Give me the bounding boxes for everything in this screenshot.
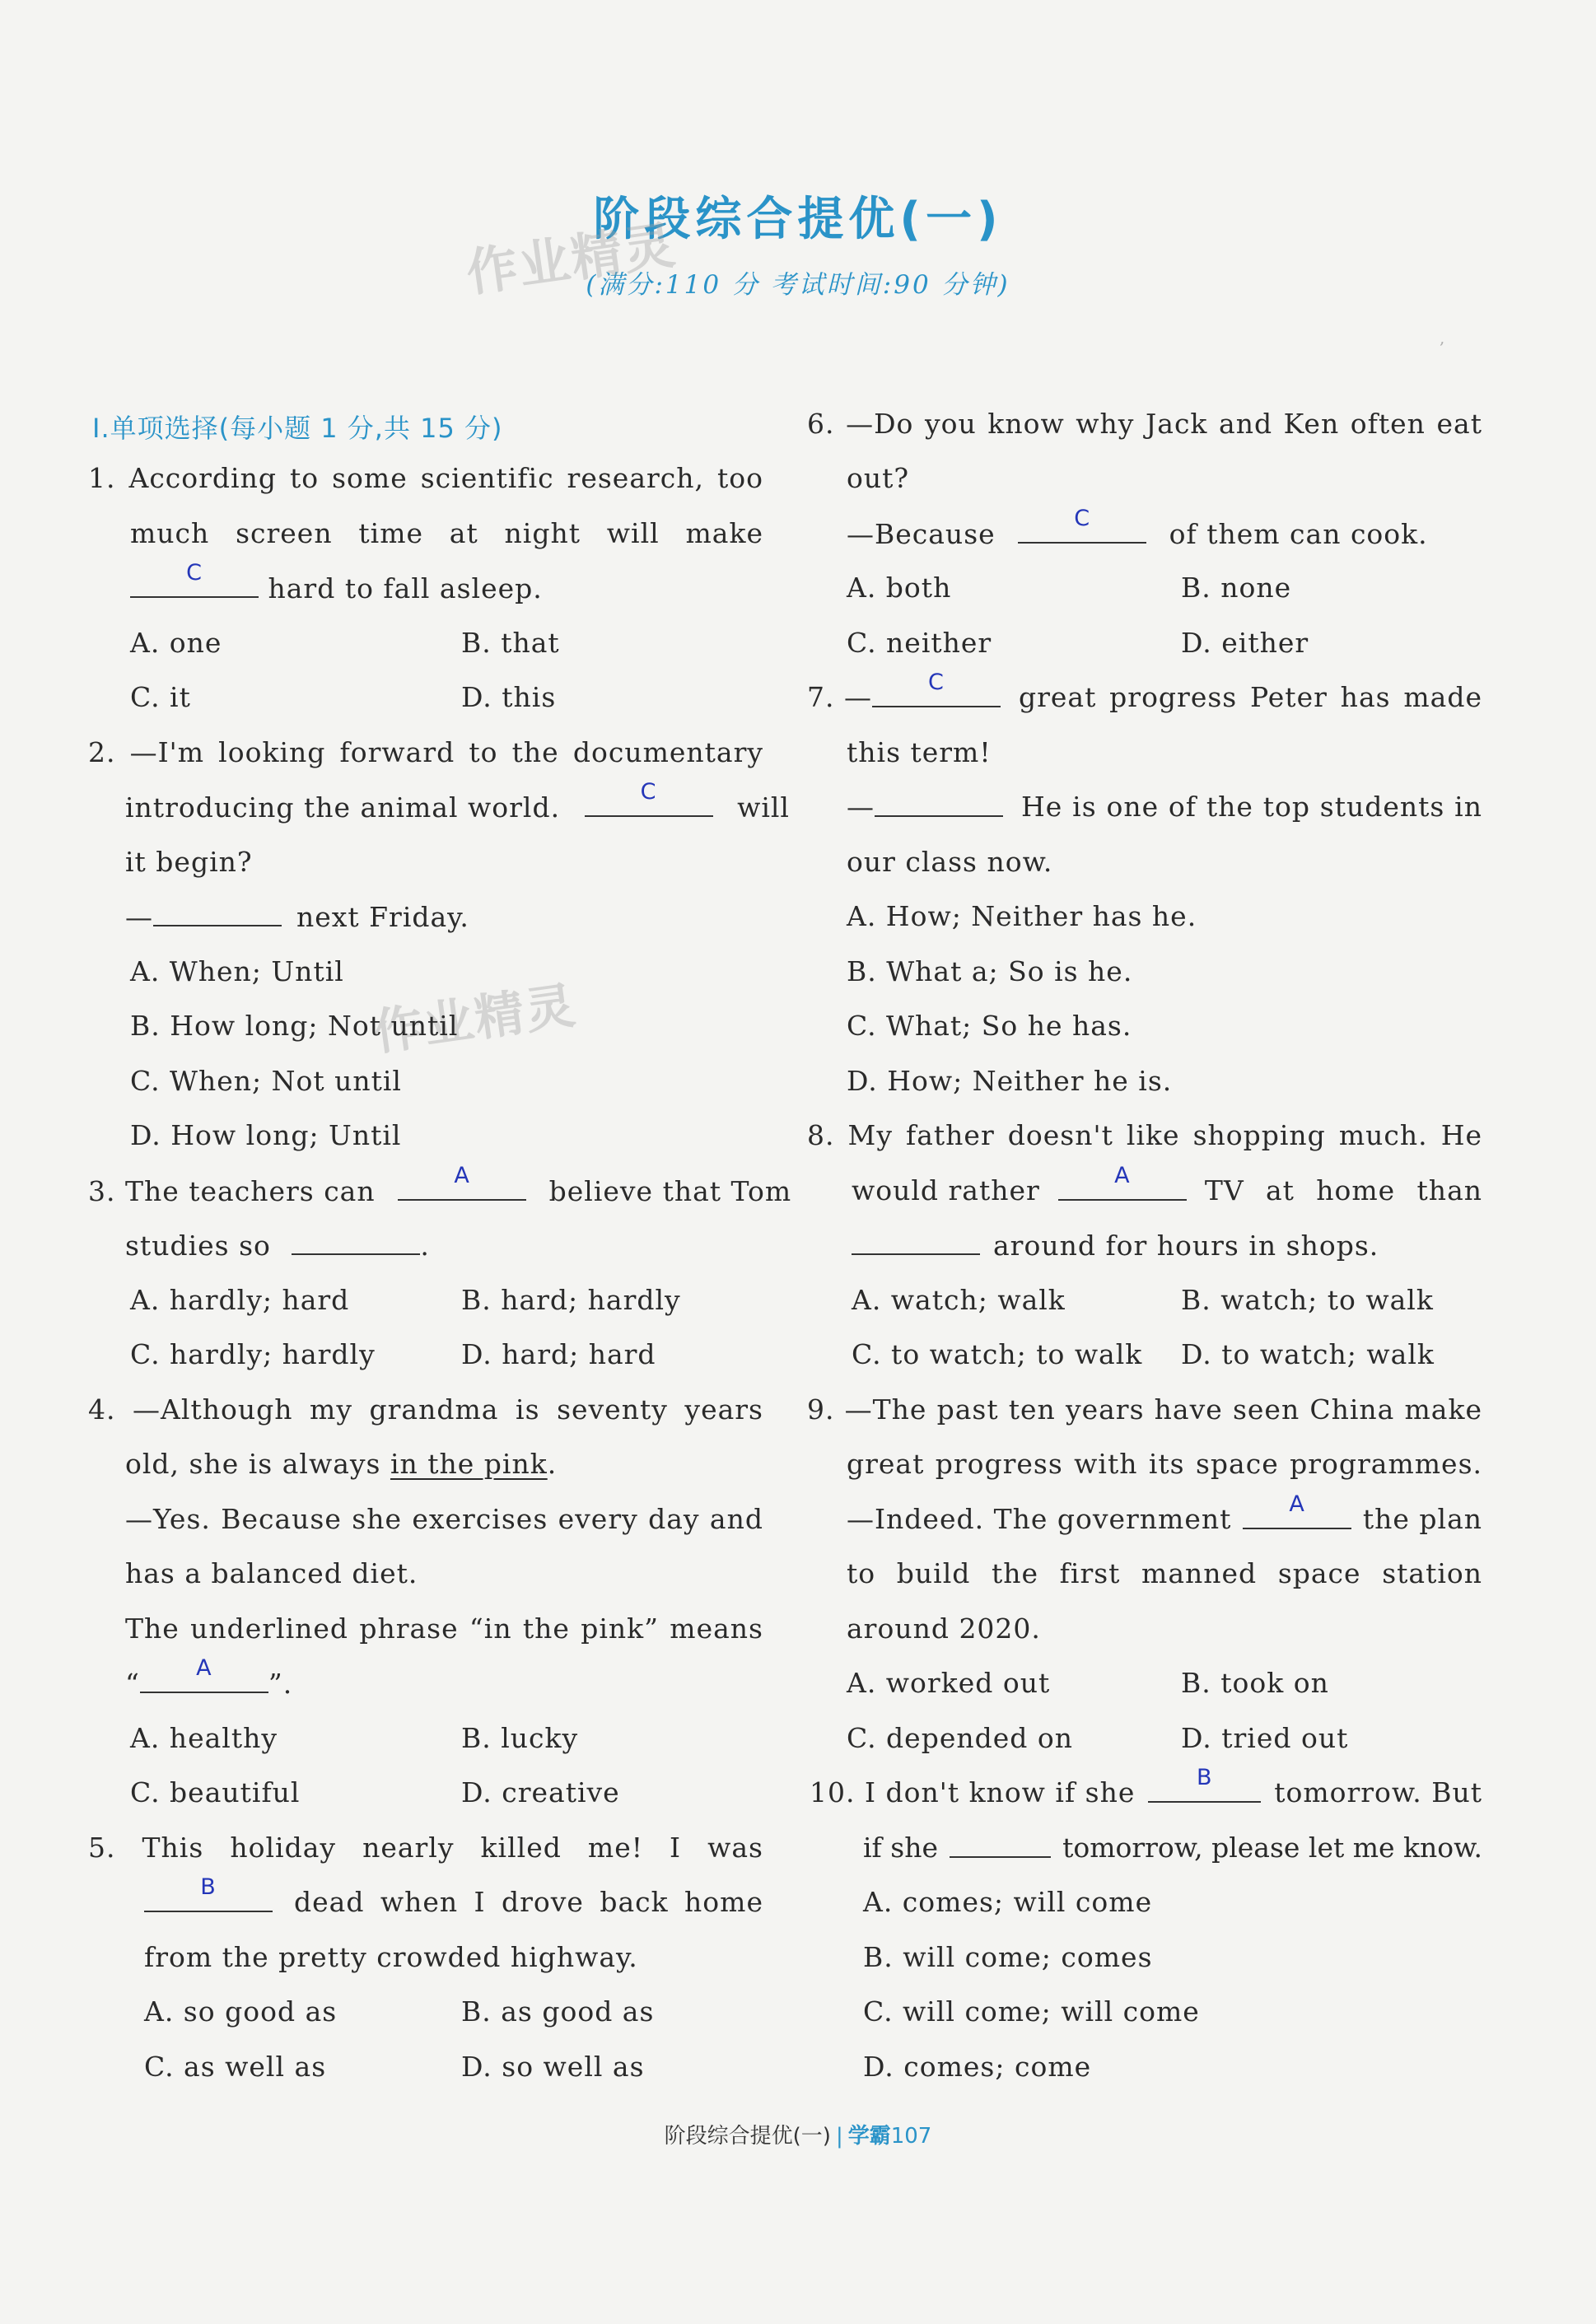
question-1-line: much screen time at night will make bbox=[130, 517, 763, 549]
underlined-phrase: in the pink bbox=[390, 1448, 548, 1480]
question-8-line: would rather A TV at home than bbox=[852, 1163, 1482, 1206]
answer-blank bbox=[140, 1655, 268, 1693]
option: A. When; Until bbox=[130, 955, 344, 987]
question-5-line: 5. This holiday nearly killed me! I was bbox=[88, 1832, 763, 1864]
answer-blank bbox=[950, 1832, 1051, 1858]
question-6-line: out? bbox=[847, 462, 910, 494]
option: C. it bbox=[130, 681, 191, 713]
answer-blank bbox=[1018, 506, 1146, 544]
option: B. will come; comes bbox=[863, 1941, 1153, 1973]
option: B. hard; hardly bbox=[461, 1284, 681, 1316]
handwritten-answer: C bbox=[640, 779, 657, 805]
handwritten-answer: A bbox=[454, 1163, 470, 1188]
question-10-line: if she tomorrow, please let me know. bbox=[863, 1832, 1482, 1864]
question-2-line: it begin? bbox=[125, 846, 253, 878]
answer-blank bbox=[872, 670, 1001, 707]
option: A. so good as bbox=[144, 1995, 338, 2028]
question-4-line: —Yes. Because she exercises every day and bbox=[125, 1503, 763, 1535]
option: A. worked out bbox=[847, 1667, 1051, 1699]
footer-divider: | bbox=[835, 2124, 843, 2149]
option: D. creative bbox=[461, 1776, 620, 1808]
option: A. watch; walk bbox=[852, 1284, 1066, 1316]
handwritten-answer: B bbox=[200, 1874, 217, 1900]
option: A. hardly; hard bbox=[130, 1284, 350, 1316]
answer-blank bbox=[153, 900, 282, 926]
section-title: Ⅰ.单项选择(每小题 1 分,共 15 分) bbox=[92, 413, 503, 444]
question-9-line: —Indeed. The government A the plan bbox=[847, 1491, 1482, 1535]
page-subtitle: (满分:110 分 考试时间:90 分钟) bbox=[586, 270, 1010, 300]
answer-blank bbox=[585, 779, 713, 817]
handwritten-answer: B bbox=[1197, 1765, 1213, 1790]
option: C. beautiful bbox=[130, 1776, 301, 1808]
question-7-line: this term! bbox=[847, 736, 992, 768]
question-4-line: The underlined phrase “in the pink” means bbox=[125, 1612, 763, 1645]
question-5-line: from the pretty crowded highway. bbox=[144, 1941, 638, 1973]
option: D. tried out bbox=[1181, 1722, 1349, 1754]
question-9-line: 9. —The past ten years have seen China make bbox=[807, 1393, 1482, 1426]
handwritten-answer: A bbox=[1114, 1163, 1131, 1188]
option: D. comes; come bbox=[863, 2051, 1092, 2083]
question-7-line: 7. — C great progress Peter has made bbox=[807, 670, 1482, 713]
answer-blank bbox=[875, 791, 1003, 817]
answer-blank bbox=[130, 560, 259, 598]
option: B. as good as bbox=[461, 1995, 655, 2028]
option: A. healthy bbox=[130, 1722, 278, 1754]
answer-blank bbox=[144, 1874, 273, 1912]
question-4-line: “ A ”. bbox=[125, 1655, 293, 1700]
question-5-line: B dead when I drove back home bbox=[144, 1886, 763, 1918]
question-9-line: around 2020. bbox=[847, 1612, 1041, 1645]
answer-blank bbox=[1243, 1491, 1351, 1529]
option: C. will come; will come bbox=[863, 1995, 1200, 2028]
option: A. comes; will come bbox=[863, 1886, 1153, 1918]
page-number: 107 bbox=[890, 2124, 932, 2149]
option: D. How; Neither he is. bbox=[847, 1065, 1173, 1097]
footer-title: 阶段综合提优(一) bbox=[664, 2124, 831, 2149]
option: B. that bbox=[461, 627, 560, 659]
option: B. none bbox=[1181, 572, 1292, 604]
question-6-line: 6. —Do you know why Jack and Ken often eat bbox=[807, 408, 1482, 440]
page-footer bbox=[0, 2119, 1596, 2149]
option: A. both bbox=[847, 572, 952, 604]
footer-brand: 学霸 bbox=[847, 2124, 891, 2149]
option: C. as well as bbox=[144, 2051, 327, 2083]
option: A. one bbox=[130, 627, 222, 659]
question-2-line: — next Friday. bbox=[125, 901, 469, 933]
answer-blank bbox=[852, 1229, 980, 1255]
option: C. hardly; hardly bbox=[130, 1338, 376, 1370]
answer-blank bbox=[1148, 1765, 1261, 1803]
option: C. to watch; to walk bbox=[852, 1338, 1143, 1370]
question-8-line: around for hours in shops. bbox=[852, 1229, 1379, 1262]
option: C. neither bbox=[847, 627, 992, 659]
option: D. hard; hard bbox=[461, 1338, 656, 1370]
answer-blank bbox=[398, 1163, 526, 1201]
question-4-line: has a balanced diet. bbox=[125, 1557, 418, 1589]
question-6-line: —Because C of them can cook. bbox=[847, 506, 1428, 550]
answer-blank bbox=[292, 1229, 420, 1255]
question-8-line: 8. My father doesn't like shopping much. He bbox=[807, 1119, 1482, 1151]
question-2-line: 2. —I'm looking forward to the documentary bbox=[88, 736, 763, 768]
question-4-line: old, she is always in the pink. bbox=[125, 1448, 558, 1480]
option: C. What; So he has. bbox=[847, 1010, 1132, 1042]
handwritten-answer: A bbox=[1289, 1491, 1305, 1517]
question-7-line: our class now. bbox=[847, 846, 1053, 878]
question-9-line: great progress with its space programmes. bbox=[847, 1448, 1482, 1480]
question-3-line: studies so . bbox=[125, 1230, 430, 1262]
option: D. How long; Until bbox=[130, 1119, 402, 1151]
answer-blank bbox=[1058, 1163, 1187, 1201]
question-10-line: 10. I don't know if she B tomorrow. But bbox=[810, 1765, 1482, 1808]
option: D. this bbox=[461, 681, 557, 713]
option: B. lucky bbox=[461, 1722, 579, 1754]
question-1-line: 1. According to some scientific research, too bbox=[88, 462, 763, 494]
watermark: 作业精灵 bbox=[370, 977, 581, 1062]
question-1-line: C hard to fall asleep. bbox=[130, 572, 543, 604]
option: B. watch; to walk bbox=[1181, 1284, 1434, 1316]
option: B. What a; So is he. bbox=[847, 955, 1133, 987]
scan-mark: , bbox=[1440, 328, 1445, 348]
question-4-line: 4. —Although my grandma is seventy years bbox=[88, 1393, 763, 1426]
handwritten-answer: C bbox=[928, 670, 945, 695]
watermark: 作业精灵 bbox=[462, 214, 680, 304]
handwritten-answer: C bbox=[1074, 506, 1091, 531]
handwritten-answer: C bbox=[186, 560, 203, 586]
question-3-line: 3. The teachers can A believe that Tom bbox=[88, 1163, 792, 1207]
option: C. depended on bbox=[847, 1722, 1074, 1754]
option: C. When; Not until bbox=[130, 1065, 402, 1097]
option: D. so well as bbox=[461, 2051, 645, 2083]
option: D. either bbox=[1181, 627, 1309, 659]
question-7-line: — He is one of the top students in bbox=[847, 791, 1482, 823]
option: D. to watch; walk bbox=[1181, 1338, 1435, 1370]
option: B. How long; Not until bbox=[130, 1010, 459, 1042]
question-9-line: to build the first manned space station bbox=[847, 1557, 1482, 1589]
option: A. How; Neither has he. bbox=[847, 900, 1197, 932]
option: B. took on bbox=[1181, 1667, 1329, 1699]
question-2-line: introducing the animal world. C will bbox=[125, 779, 790, 824]
handwritten-answer: A bbox=[196, 1655, 212, 1681]
page-title: 阶段综合提优(一) bbox=[593, 193, 1003, 246]
